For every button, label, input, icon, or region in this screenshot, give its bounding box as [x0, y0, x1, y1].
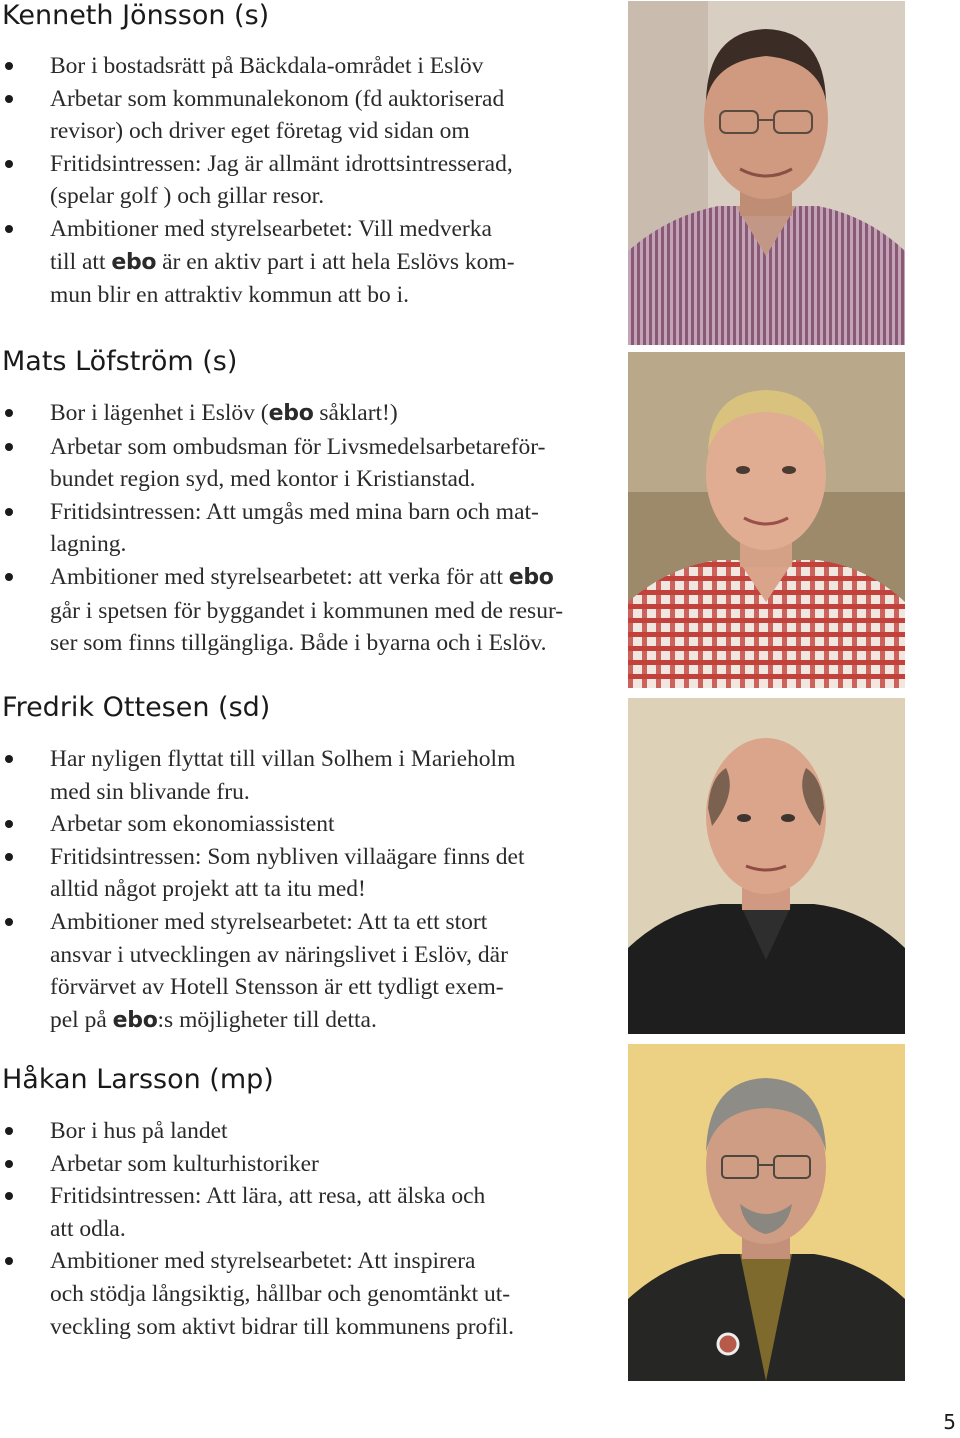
bio-bullet: Arbetar som ekonomiassistent [0, 808, 620, 841]
ebo-brand-mark: ebo [111, 249, 157, 275]
bio-bullet: Fritidsintressen: Att umgås med mina barn och mat- lagning. [0, 496, 620, 561]
bio-bullet: Bor i bostadsrätt på Bäckdala-området i Eslöv [0, 50, 620, 83]
portrait-photo-fredrik [628, 698, 905, 1034]
bio-bullet: Fritidsintressen: Jag är allmänt idrottsintresserad, (spelar golf ) och gillar resor. [0, 148, 620, 213]
member-bio-list [0, 743, 620, 1037]
bio-bullet: Arbetar som kommunalekonom (fd auktoriserad revisor) och driver eget företag vid sidan om [0, 83, 620, 148]
ebo-brand-mark: ebo [112, 1007, 158, 1033]
bio-bullet: Ambitioner med styrelsearbetet: att verka för att ebo går i spetsen för byggandet i kommunen med de resur- ser som finns tillgängliga. Både i byarna och i Eslöv. [0, 561, 620, 660]
member-name: Fredrik Ottesen (sd) [2, 692, 271, 723]
bio-bullet: Ambitioner med styrelsearbetet: Vill medverka till att ebo är en aktiv part i att hela Eslövs kom- mun blir en attraktiv kommun att bo i. [0, 213, 620, 312]
bio-bullet: Har nyligen flyttat till villan Solhem i Marieholm med sin blivande fru. [0, 743, 620, 808]
bio-bullet: Fritidsintressen: Att lära, att resa, att älska och att odla. [0, 1180, 620, 1245]
bio-bullet: Bor i hus på landet [0, 1115, 620, 1148]
portrait-photo-mats [628, 352, 905, 688]
bio-bullet: Bor i lägenhet i Eslöv (ebo såklart!) [0, 397, 620, 431]
member-bio-list [0, 1115, 620, 1343]
member-bio-list [0, 50, 620, 312]
bio-bullet: Arbetar som kulturhistoriker [0, 1148, 620, 1181]
member-name: Håkan Larsson (mp) [2, 1064, 274, 1095]
member-name: Kenneth Jönsson (s) [2, 0, 270, 31]
ebo-brand-mark: ebo [508, 564, 554, 590]
bio-bullet: Arbetar som ombudsman för Livsmedelsarbetareför- bundet region syd, med kontor i Kristianstad. [0, 431, 620, 496]
bio-bullet: Fritidsintressen: Som nybliven villaägare finns det alltid något projekt att ta itu med! [0, 841, 620, 906]
page-number: 5 [943, 1410, 956, 1434]
member-bio-list [0, 397, 620, 660]
member-name: Mats Löfström (s) [2, 346, 238, 377]
bio-bullet: Ambitioner med styrelsearbetet: Att ta ett stort ansvar i utvecklingen av näringslivet i Eslöv, där förvärvet av Hotell Stensson är ett tydligt exem- pel på ebo:s möjligheter till detta. [0, 906, 620, 1037]
ebo-brand-mark: ebo [268, 401, 314, 426]
bio-bullet: Ambitioner med styrelsearbetet: Att inspirera och stödja långsiktig, hållbar och genomtänkt ut- veckling som aktivt bidrar till kommunens profil. [0, 1245, 620, 1343]
portrait-photo-kenneth [628, 1, 905, 345]
portrait-photo-hakan [628, 1044, 905, 1381]
